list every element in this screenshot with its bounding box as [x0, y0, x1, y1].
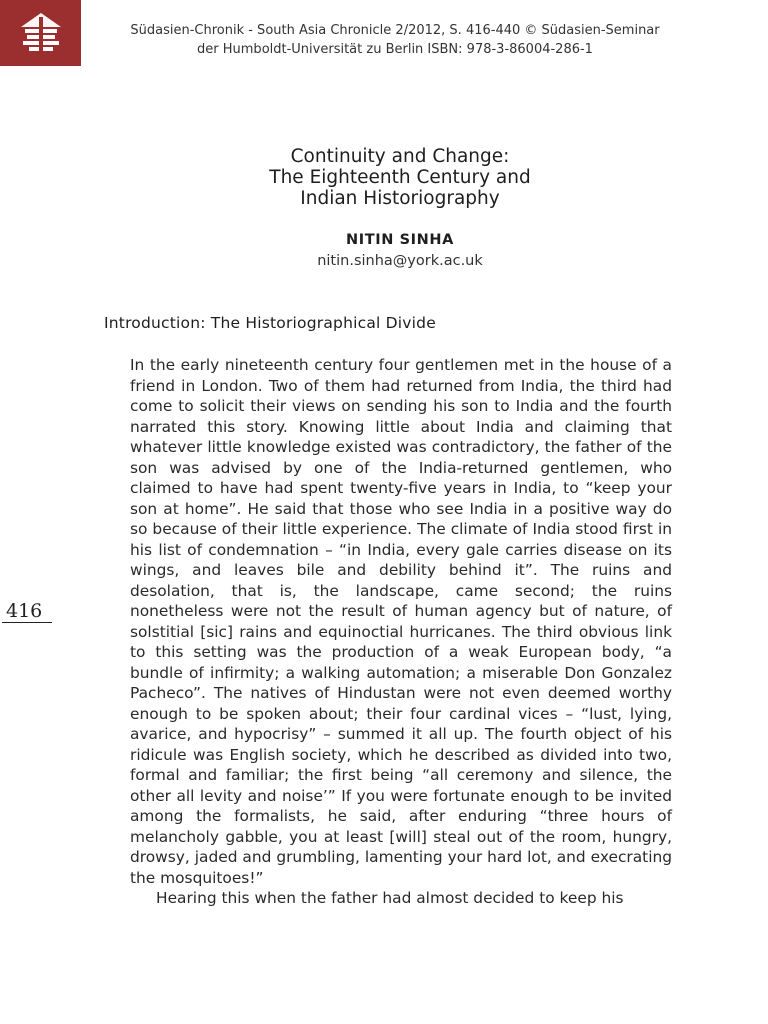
page-number: 416 [2, 600, 52, 623]
author-email: nitin.sinha@york.ac.uk [317, 253, 483, 269]
header-line-2: der Humboldt-Universität zu Berlin ISBN: 978-3-86004-286-1 [197, 42, 593, 57]
header-line-1: Südasien-Chronik - South Asia Chronicle 2/2012, S. 416-440 © Südasien-Seminar [130, 23, 660, 38]
title-line-2: The Eighteenth Century and [269, 167, 531, 188]
sudasien-seminar-logo [0, 0, 81, 66]
journal-header [92, 21, 698, 59]
author-name: NITIN SINHA [346, 232, 454, 248]
article-body [130, 355, 672, 909]
logo-icon [13, 7, 69, 59]
section-heading: Introduction: The Historiographical Divide [104, 314, 436, 332]
paragraph: Hearing this when the father had almost decided to keep his [156, 889, 624, 907]
title-line-3: Indian Historiography [300, 188, 500, 209]
article-title [150, 146, 650, 209]
paragraph: In the early nineteenth century four gentlemen met in the house of a friend in London. Two of them had returned from India, the third had come to solicit their views on sending his son to India and the fourth narrated this story. Knowing little about India and claiming that whatever little knowledge existed was contradictory, the father of the son was advised by one of the India-returned gentlemen, who claimed to have had spent twenty-five years in India, to “keep your son at home”. He said that those who see India in a positive way do so because of their little experience. The climate of India stood first in his list of condemnation – “in India, every gale carries disease on its wings, and leaves bile and debility behind it”. The ruins and desolation, that is, the landscape, came second; the ruins nonetheless were not the result of human agency but of nature, of solstitial [sic] rains and equinoctial hurricanes. The third obvious link to this setting was the production of a weak European body, “a bundle of infirmity; a walking automation; a miserable Don Gonzalez Pacheco”. The natives of Hindustan were not even deemed worthy enough to be spoken about; their four cardinal vices – “lust, lying, avarice, and hypocrisy” – summed it all up. The fourth object of his ridicule was English society, which he described as divided into two, formal and familiar; the first being “all ceremony and silence, the other all levity and noise’” If you were fortunate enough to be invited among the formalists, he said, after enduring “three hours of melancholy gabble, you at least [will] steal out of the room, hungry, drowsy, jaded and grumbling, lamenting your hard lot, and execrating the mosquitoes!” [130, 356, 672, 887]
title-line-1: Continuity and Change: [290, 146, 510, 167]
